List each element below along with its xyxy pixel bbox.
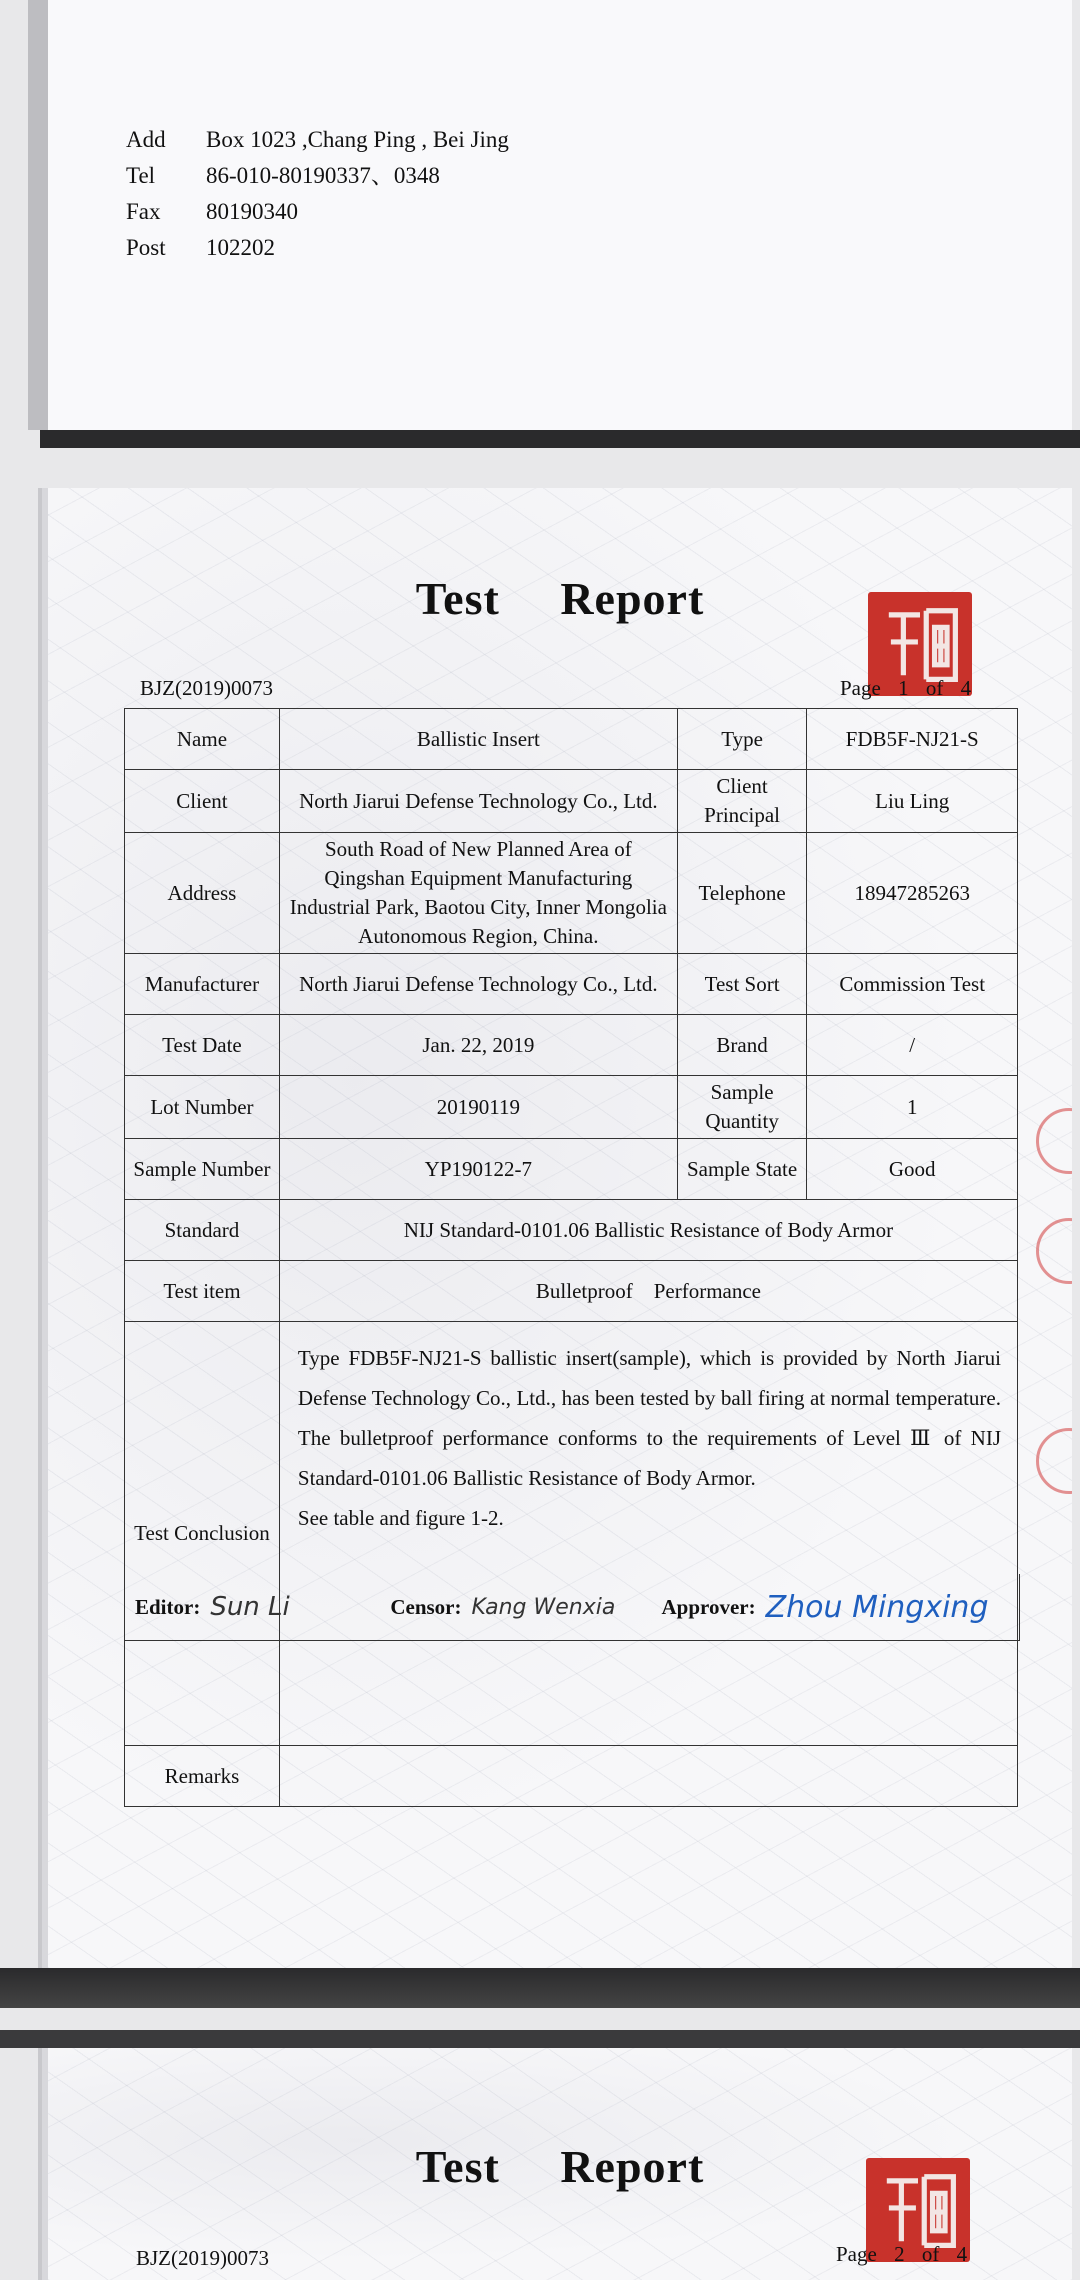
page-total: 4	[960, 676, 972, 700]
approver-signature: Zhou Mingxing	[765, 1589, 989, 1625]
edge-stamp-icon	[1036, 1428, 1072, 1494]
manufacturer-value: North Jiarui Defense Technology Co., Ltd.	[279, 954, 677, 1015]
censor-signature: Kang Wenxia	[471, 1594, 616, 1620]
page-number: 2	[894, 2242, 905, 2266]
test-conclusion-text: Type FDB5F-NJ21-S ballistic insert(sample), which is provided by North Jiarui Defense Technology Co., Ltd., has been tested by ball firing at normal temperature. The bulletproof performance conforms to the requirements of Level Ⅲ of NIJ Standard-0101.06 Ballistic Resistance of Body Armor.	[297, 1346, 1001, 1490]
telephone-label: Telephone	[677, 833, 807, 954]
brand-label: Brand	[677, 1015, 807, 1076]
report-ref-number: BJZ(2019)0073	[136, 2246, 269, 2270]
sample-state-value: Good	[807, 1139, 1018, 1200]
table-row	[125, 770, 1018, 833]
page-indicator	[836, 2242, 979, 2267]
lot-number-value: 20190119	[279, 1076, 677, 1139]
contact-value: 86-010-80190337、0348	[206, 163, 440, 188]
page-number: 1	[898, 676, 909, 700]
page-divider	[0, 1968, 1080, 2008]
client-value: North Jiarui Defense Technology Co., Ltd.	[279, 770, 677, 833]
report-sheet	[48, 488, 1072, 1968]
contact-row-fax	[126, 194, 509, 230]
remarks-value	[279, 1746, 1017, 1807]
table-row	[125, 833, 1018, 954]
page-label: Page	[840, 676, 881, 700]
table-row	[125, 1322, 1018, 1746]
censor-label: Censor:	[390, 1594, 462, 1619]
page-indicator	[840, 676, 983, 701]
sample-quantity-label: Sample Quantity	[677, 1076, 807, 1139]
contact-row-post	[126, 230, 509, 266]
contact-value: Box 1023 ,Chang Ping , Bei Jing	[206, 127, 509, 152]
of-label: of	[925, 676, 944, 700]
table-row	[125, 1746, 1018, 1807]
edge-stamp-icon	[1036, 1108, 1072, 1174]
title-word: Report	[560, 2141, 705, 2192]
address-label: Address	[125, 833, 280, 954]
test-sort-value: Commission Test	[807, 954, 1018, 1015]
test-conclusion-cell	[279, 1322, 1017, 1746]
type-label: Type	[677, 709, 807, 770]
type-value: FDB5F-NJ21-S	[807, 709, 1018, 770]
page-1-sheet	[48, 0, 1072, 430]
lot-number-label: Lot Number	[125, 1076, 280, 1139]
telephone-value: 18947285263	[807, 833, 1018, 954]
table-row	[125, 1076, 1018, 1139]
table-row	[125, 1015, 1018, 1076]
principal-label: Client Principal	[677, 770, 807, 833]
contact-label: Post	[126, 235, 166, 260]
client-label: Client	[125, 770, 280, 833]
editor-label: Editor:	[135, 1594, 201, 1619]
page-total: 4	[956, 2242, 968, 2266]
standard-value: NIJ Standard-0101.06 Ballistic Resistance of Body Armor	[279, 1200, 1017, 1261]
page-label: Page	[836, 2242, 877, 2266]
approver-label: Approver:	[661, 1594, 756, 1619]
sample-number-value: YP190122-7	[279, 1139, 677, 1200]
manufacturer-label: Manufacturer	[125, 954, 280, 1015]
contact-value: 80190340	[206, 199, 298, 224]
title-word: Test	[415, 2141, 500, 2192]
contact-label: Fax	[126, 199, 161, 224]
page-divider	[0, 2030, 1080, 2048]
contact-label: Add	[126, 127, 166, 152]
brand-value: /	[807, 1015, 1018, 1076]
title-word: Test	[415, 573, 500, 624]
test-conclusion-label: Test Conclusion	[125, 1322, 280, 1746]
report-sheet-page-2	[48, 2048, 1072, 2280]
test-conclusion-see: See table and figure 1-2.	[297, 1506, 504, 1530]
table-row	[125, 1139, 1018, 1200]
table-row	[125, 954, 1018, 1015]
test-item-label: Test item	[125, 1261, 280, 1322]
standard-label: Standard	[125, 1200, 280, 1261]
test-item-value: Bulletproof Performance	[279, 1261, 1017, 1322]
page-divider	[40, 430, 1080, 448]
report-table	[124, 708, 1018, 1807]
title-word: Report	[560, 573, 705, 624]
contact-row-tel	[126, 158, 509, 194]
report-ref-number: BJZ(2019)0073	[140, 676, 273, 700]
name-label: Name	[125, 709, 280, 770]
contact-value: 102202	[206, 235, 275, 260]
sample-state-label: Sample State	[677, 1139, 807, 1200]
table-row	[125, 1200, 1018, 1261]
sample-number-label: Sample Number	[125, 1139, 280, 1200]
contact-block	[126, 122, 509, 266]
contact-row-add	[126, 122, 509, 158]
remarks-label: Remarks	[125, 1746, 280, 1807]
signature-row	[124, 1574, 1020, 1641]
table-row	[125, 709, 1018, 770]
contact-label: Tel	[126, 163, 156, 188]
edge-stamp-icon	[1036, 1218, 1072, 1284]
address-value: South Road of New Planned Area of Qingshan Equipment Manufacturing Industrial Park, Baotou City, Inner Mongolia Autonomous Region, China.	[279, 833, 677, 954]
name-value: Ballistic Insert	[279, 709, 677, 770]
of-label: of	[921, 2242, 940, 2266]
sample-quantity-value: 1	[807, 1076, 1018, 1139]
test-sort-label: Test Sort	[677, 954, 807, 1015]
principal-value: Liu Ling	[807, 770, 1018, 833]
editor-signature: Sun Li	[210, 1592, 290, 1622]
test-date-label: Test Date	[125, 1015, 280, 1076]
test-date-value: Jan. 22, 2019	[279, 1015, 677, 1076]
table-row	[125, 1261, 1018, 1322]
